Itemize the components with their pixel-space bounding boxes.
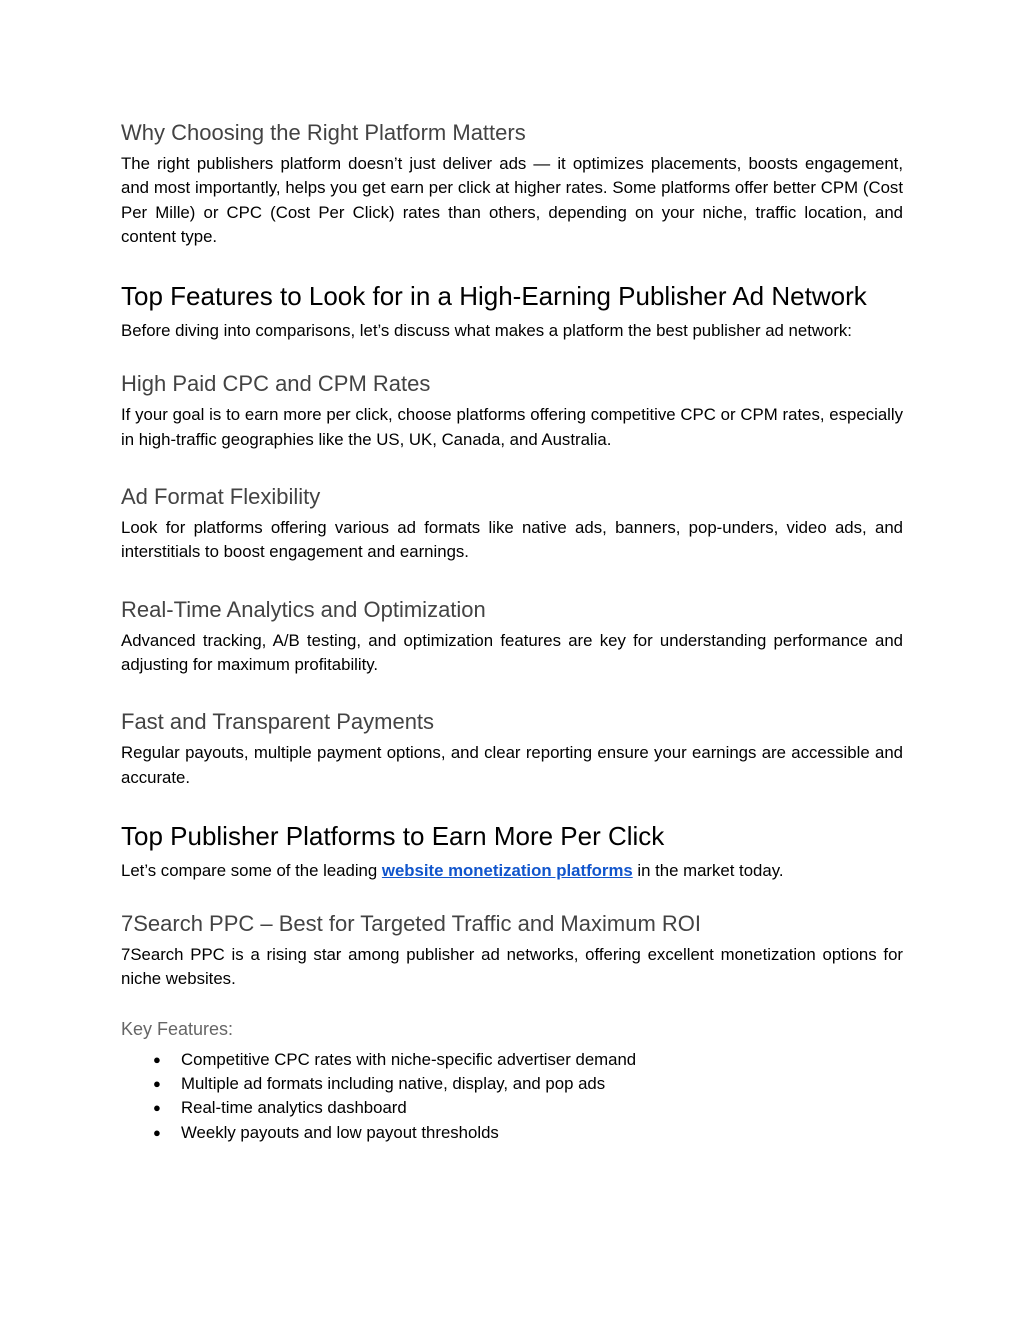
- list-item: [121, 1072, 903, 1096]
- list-item: [121, 1048, 903, 1072]
- bullet-icon: ●: [153, 1124, 161, 1140]
- bullet-icon: ●: [153, 1100, 161, 1116]
- document-page: [121, 118, 903, 1145]
- subheading-real-time-analytics: Real-Time Analytics and Optimization: [121, 596, 486, 622]
- paragraph-fast-payments: Regular payouts, multiple payment options, and clear reporting ensure your earnings are accessible and accurate.: [121, 743, 903, 787]
- bullet-icon: ●: [153, 1076, 161, 1092]
- subheading-high-paid-cpc: High Paid CPC and CPM Rates: [121, 371, 431, 397]
- key-features-label: Key Features:: [121, 1018, 234, 1039]
- subheading-7search-ppc: 7Search PPC – Best for Targeted Traffic and Maximum ROI: [121, 911, 701, 937]
- section-heading-top-features: Top Features to Look for in a High-Earning Publisher Ad Network: [121, 281, 867, 312]
- paragraph-top-platforms: [121, 859, 903, 883]
- paragraph-real-time-analytics: Advanced tracking, A/B testing, and optimization features are key for understanding performance and adjusting for maximum profitability.: [121, 630, 903, 674]
- section-heading-why-platform-matters: Why Choosing the Right Platform Matters: [121, 120, 526, 145]
- paragraph-why-platform-matters: The right publishers platform doesn’t just deliver ads — it optimizes placements, boosts engagement, and most importantly, helps you get earn per click at higher rates. Some platforms offer better CPM (Cost Per Mille) or CPC (Cost Per Click) rates than others, depending on your niche, traffic location, and content type.: [121, 154, 903, 246]
- list-item-text: Weekly payouts and low payout thresholds: [181, 1122, 499, 1142]
- paragraph-ad-format-flexibility: Look for platforms offering various ad formats like native ads, banners, pop-unders, video ads, and interstitials to boost engagement and earnings.: [121, 518, 903, 562]
- list-item-text: Real-time analytics dashboard: [181, 1098, 407, 1118]
- paragraph-7search-ppc: 7Search PPC is a rising star among publisher ad networks, offering excellent monetization options for niche websites.: [121, 945, 903, 989]
- paragraph-high-paid-cpc: If your goal is to earn more per click, choose platforms offering competitive CPC or CPM rates, especially in high-traffic geographies like the US, UK, Canada, and Australia.: [121, 405, 903, 449]
- list-item-text: Multiple ad formats including native, display, and pop ads: [181, 1074, 606, 1094]
- section-heading-top-platforms: Top Publisher Platforms to Earn More Per Click: [121, 820, 665, 851]
- key-features-list: [121, 1048, 903, 1145]
- list-item-text: Competitive CPC rates with niche-specific advertiser demand: [181, 1049, 637, 1069]
- subheading-ad-format-flexibility: Ad Format Flexibility: [121, 484, 321, 510]
- paragraph-top-features: Before diving into comparisons, let’s discuss what makes a platform the best publisher ad network:: [121, 321, 852, 341]
- subheading-fast-payments: Fast and Transparent Payments: [121, 709, 435, 735]
- list-item: [121, 1121, 903, 1145]
- website-monetization-platforms-link[interactable]: website monetization platforms: [381, 860, 633, 880]
- bullet-icon: ●: [153, 1051, 161, 1067]
- paragraph-top-platforms-lead: Let’s compare some of the leading: [121, 860, 382, 880]
- paragraph-top-platforms-tail: in the market today.: [632, 860, 784, 880]
- list-item: [121, 1096, 903, 1120]
